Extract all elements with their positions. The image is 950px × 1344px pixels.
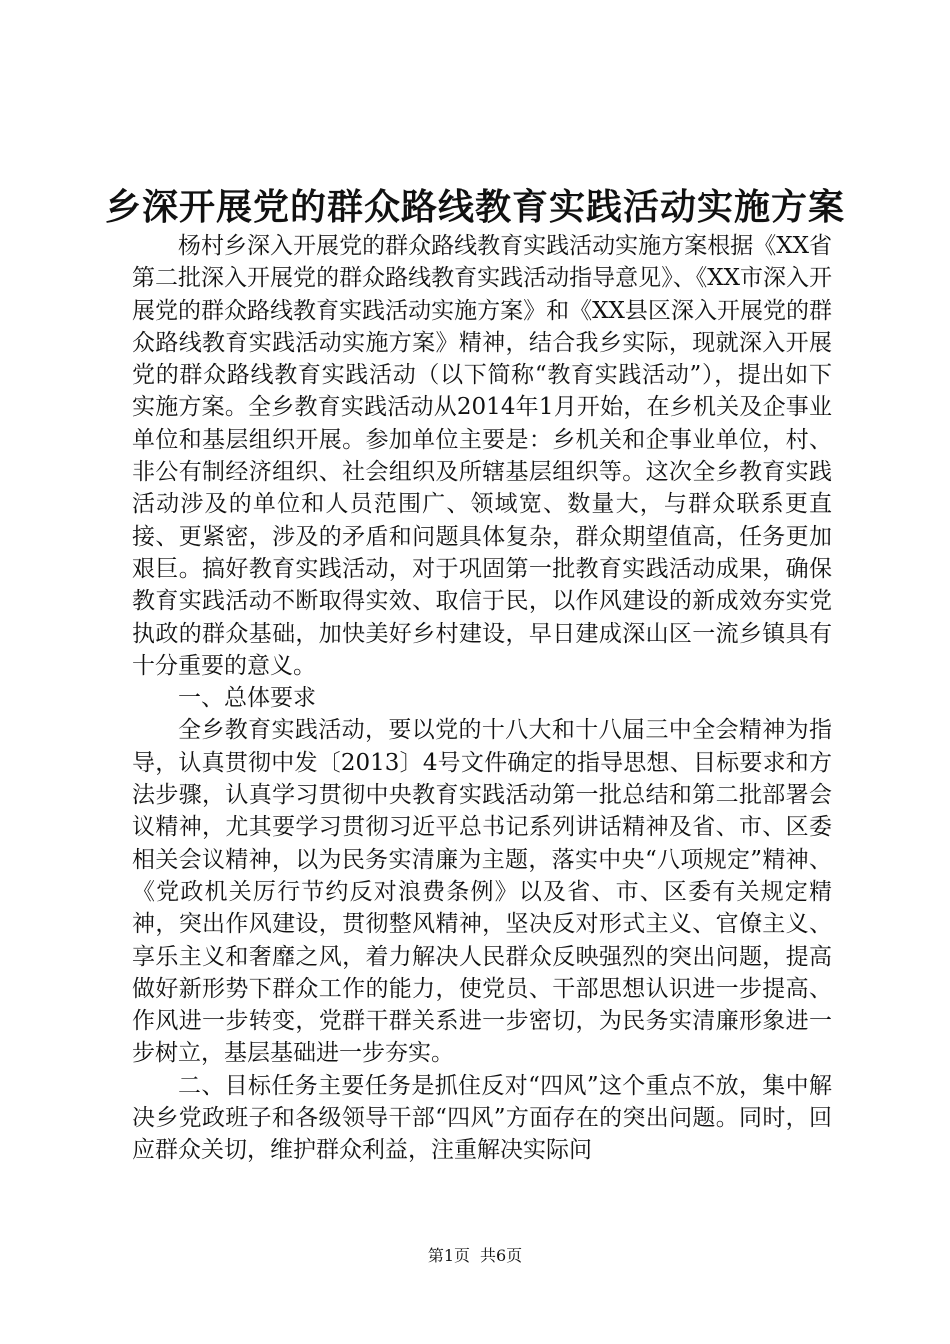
document-body <box>132 230 832 1167</box>
page-total: 共6页 <box>480 1246 523 1265</box>
page-footer <box>0 1246 950 1266</box>
document-title: 乡深开展党的群众路线教育实践活动实施方案 <box>104 187 845 228</box>
paragraph-goals-tasks: 二、目标任务主要任务是抓住反对“四风”这个重点不放，集中解决乡党政班子和各级领导干部“四风”方面存在的突出问题。同时，回应群众关切，维护群众利益，注重解决实际问 <box>132 1072 832 1164</box>
section-heading-general-requirements: 一、总体要求 <box>178 685 316 712</box>
paragraph-intro: 杨村乡深入开展党的群众路线教育实践活动实施方案根据《XX省第二批深入开展党的群众路线教育实践活动指导意见》、《XX市深入开展党的群众路线教育实践活动实施方案》和《XX县区深入开展党的群众路线教育实践活动实施方案》精神，结合我乡实际，现就深入开展党的群众路线教育实践活动（以下简称“教育实践活动”），提出如下实施方案。全乡教育实践活动从2014年1月开始，在乡机关及企事业单位和基层组织开展。参加单位主要是：乡机关和企事业单位，村、非公有制经济组织、社会组织及所辖基层组织等。这次全乡教育实践活动涉及的单位和人员范围广、领域宽、数量大，与群众联系更直接、更紧密，涉及的矛盾和问题具体复杂，群众期望值高，任务更加艰巨。搞好教育实践活动，对于巩固第一批教育实践活动成果，确保教育实践活动不断取得实效、取信于民，以作风建设的新成效夯实党执政的群众基础，加快美好乡村建设，早日建成深山区一流乡镇具有十分重要的意义。 <box>132 233 832 679</box>
page-number: 第1页 <box>427 1246 470 1265</box>
paragraph-general-requirements: 全乡教育实践活动，要以党的十八大和十八届三中全会精神为指导，认真贯彻中发〔2013〕4号文件确定的指导思想、目标要求和方法步骤，认真学习贯彻中央教育实践活动第一批总结和第二批部署会议精神，尤其要学习贯彻习近平总书记系列讲话精神及省、市、区委相关会议精神，以为民务实清廉为主题，落实中央“八项规定”精神、《党政机关厉行节约反对浪费条例》以及省、市、区委有关规定精神，突出作风建设，贯彻整风精神，坚决反对形式主义、官僚主义、享乐主义和奢靡之风，着力解决人民群众反映强烈的突出问题，提高做好新形势下群众工作的能力，使党员、干部思想认识进一步提高、作风进一步转变，党群干群关系进一步密切，为民务实清廉形象进一步树立，基层基础进一步夯实。 <box>132 717 832 1067</box>
